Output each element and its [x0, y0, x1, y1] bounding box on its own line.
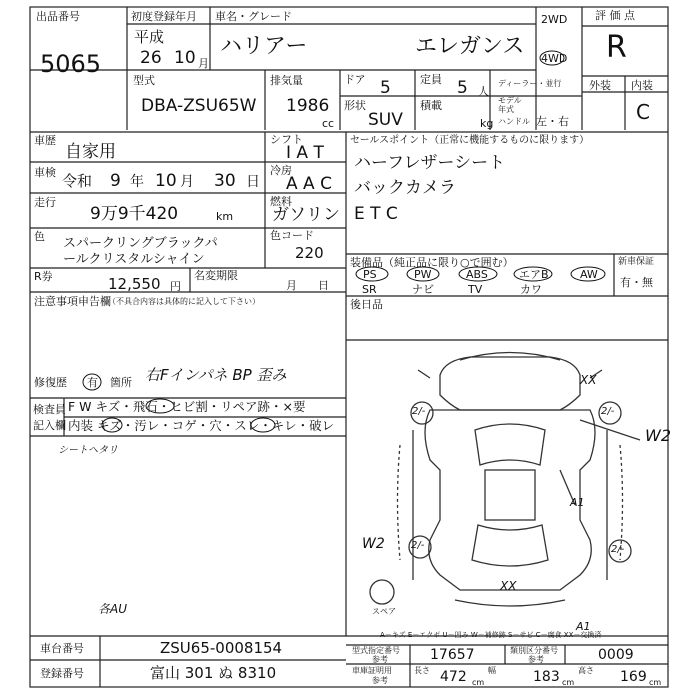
load-label: 積載 — [420, 99, 442, 112]
transfer-label: 名変期限 — [194, 269, 238, 282]
notes-label: 注意事項申告欄 — [34, 295, 111, 308]
reg-month: 10 — [174, 48, 196, 68]
car-name: ハリアー — [220, 34, 308, 59]
shape-value: SUV — [368, 110, 403, 130]
transfer-month-unit: 月 — [286, 279, 297, 292]
check-row1: F W キズ・飛石・ヒビ割・リペア跡・×要 — [68, 399, 306, 414]
color-code-label: 色コード — [270, 229, 314, 242]
mileage-label: 走行 — [34, 196, 56, 209]
repair-label: 修復歴 — [34, 376, 67, 389]
recycle-unit: 円 — [170, 280, 181, 293]
check-label1: 検査員 — [33, 403, 66, 416]
spare-label: スペア — [372, 607, 396, 616]
equip-abs: ABS — [466, 268, 488, 281]
class-num-value: 0009 — [598, 647, 634, 663]
eval-label: 評 価 点 — [595, 9, 635, 22]
color-label: 色 — [34, 230, 45, 243]
displacement-value: 1986 — [286, 96, 330, 116]
fuel-value: ガソリン — [272, 205, 340, 225]
exterior-label: 外装 — [589, 79, 611, 92]
mileage-value: 9万9千420 — [90, 204, 179, 224]
color-line1: スパークリングブラックパ — [63, 236, 218, 251]
reg-era: 平成 — [134, 28, 165, 46]
class-num-label1: 類別区分番号 — [510, 646, 558, 655]
mark-scratch-fr: 2/- — [601, 406, 615, 417]
eval-score: R — [606, 30, 627, 65]
equip-pw: PW — [414, 268, 432, 281]
car-label: 車名・グレード — [215, 10, 292, 23]
dims-label1: 車庫証明用 — [352, 666, 392, 675]
mark-scratch-fl: 2/- — [412, 406, 426, 417]
check-row2: 内装 キズ・汚レ・コゲ・穴・スレ・キレ・破レ — [68, 418, 335, 433]
color-code-value: 220 — [295, 244, 324, 262]
inspection-year: 9 — [110, 171, 121, 191]
notes-sub: （不具合内容は具体的に記入して下さい） — [108, 297, 260, 306]
mark-xx-top: XX — [580, 373, 597, 387]
model-label: 型式 — [133, 74, 155, 87]
check-label2: 記入欄 — [33, 419, 66, 432]
hei-value: 169 — [620, 669, 647, 685]
shape-label: 形状 — [344, 99, 366, 112]
shift-label: シフト — [270, 133, 303, 146]
mark-w2-right: W2 — [645, 426, 671, 445]
load-unit: kg — [480, 117, 494, 130]
mark-xx-bottom: XX — [500, 579, 517, 593]
interior-score: C — [636, 100, 650, 124]
recycle-label: R券 — [34, 270, 53, 283]
capacity-value: 5 — [457, 78, 468, 98]
bottom-note: 各AU — [98, 602, 127, 616]
type-num-value: 17657 — [430, 647, 475, 663]
interior-label: 内装 — [631, 79, 653, 92]
recycle-value: 12,550 — [108, 275, 161, 293]
mark-a1-upper: A1 — [570, 496, 585, 509]
lot-number: 5065 — [40, 50, 102, 78]
wid-value: 183 — [533, 669, 560, 685]
lot-label: 出品番号 — [36, 10, 80, 23]
reg-date-label: 初度登録年月 — [131, 10, 197, 23]
hei-unit: cm — [649, 678, 662, 687]
history-label: 車歴 — [34, 134, 56, 147]
len-label: 長さ — [414, 666, 430, 675]
type-num-label2: 参考 — [372, 655, 388, 664]
mark-scratch-rr: 2/- — [611, 544, 625, 555]
aircon-value: A A C — [286, 174, 332, 194]
model-year-label1: モデル — [498, 96, 522, 105]
legend: A－キズ E－エクボ U－凹み W－補修跡 S－サビ C－腐食 XX－交換済 — [380, 631, 602, 639]
inspection-year-unit: 年 — [130, 174, 144, 190]
equip-airbag: エアB — [519, 268, 549, 281]
color-line2: ールクリスタルシャイン — [63, 252, 205, 267]
handle-value: 左・右 — [536, 115, 569, 128]
transfer-day-unit: 日 — [318, 279, 329, 292]
dealer-label: ディーラー・並行 — [498, 79, 562, 88]
inspection-month-unit: 月 — [180, 174, 194, 190]
equip-aw: AW — [580, 268, 598, 281]
inspection-day-unit: 日 — [246, 174, 260, 190]
reg-month-unit: 月 — [198, 57, 209, 70]
handle-label: ハンドル — [498, 117, 530, 126]
class-num-label2: 参考 — [528, 655, 544, 664]
equip-navi: ナビ — [412, 283, 434, 296]
mark-w2-left: W2 — [362, 536, 385, 552]
sales-label: セールスポイント（正常に機能するものに限ります） — [350, 135, 590, 146]
plate-label: 登録番号 — [40, 667, 84, 680]
len-unit: cm — [472, 678, 485, 687]
warranty-value: 有・無 — [620, 276, 653, 289]
repair-pre: 箇所 — [110, 376, 132, 389]
fuel-label: 燃料 — [270, 195, 292, 208]
inspection-label: 車検 — [34, 166, 56, 179]
mark-scratch-rl: 2/- — [411, 540, 425, 551]
shift-value: I A T — [286, 143, 324, 163]
capacity-label: 定員 — [420, 73, 442, 86]
drive-2wd: 2WD — [541, 13, 568, 26]
car-grade: エレガンス — [415, 34, 525, 59]
plate-value: 富山 301 ぬ 8310 — [150, 664, 277, 682]
chassis-value: ZSU65-0008154 — [160, 639, 283, 657]
equip-sr: SR — [362, 283, 377, 296]
wid-label: 幅 — [488, 666, 496, 675]
doors-label: ドア — [344, 73, 366, 86]
displacement-label: 排気量 — [270, 74, 303, 87]
doors-value: 5 — [380, 78, 391, 98]
model-value: DBA-ZSU65W — [141, 96, 257, 116]
len-value: 472 — [440, 669, 467, 685]
inspection-day: 30 — [214, 171, 236, 191]
options-label: 後日品 — [350, 298, 383, 311]
car-diagram — [370, 353, 640, 607]
capacity-unit: 人 — [478, 85, 489, 98]
mark-a1-lower: A1 — [576, 620, 591, 633]
mileage-unit: km — [216, 210, 234, 223]
equipment-label: 装備品（純正品に限り○で囲む） — [350, 256, 514, 269]
equip-ps: PS — [363, 268, 377, 281]
model-year-label2: 年式 — [498, 105, 514, 114]
displacement-unit: cc — [322, 117, 335, 130]
hei-label: 高さ — [578, 666, 594, 675]
chassis-label: 車台番号 — [40, 642, 84, 655]
history-value: 自家用 — [65, 142, 116, 162]
repair-value: 右Fインパネ BP 歪み — [145, 366, 287, 384]
inspection-era: 令和 — [62, 172, 93, 190]
equip-leather: カワ — [520, 283, 542, 296]
sales-item-1: ハーフレザーシート — [354, 153, 506, 173]
dims-label2: 参考 — [372, 676, 388, 685]
sales-item-2: バックカメラ — [354, 178, 456, 198]
inspection-month: 10 — [155, 171, 177, 191]
reg-year: 26 — [140, 48, 162, 68]
aircon-label: 冷房 — [270, 164, 292, 177]
type-num-label1: 型式指定番号 — [352, 646, 400, 655]
drive-4wd: 4WD — [541, 52, 568, 65]
equip-tv: TV — [468, 283, 483, 296]
warranty-label: 新車保証 — [618, 257, 655, 267]
repair-mark: 有 — [87, 376, 98, 389]
inspector-note: シートヘタリ — [58, 445, 118, 456]
sales-item-3: E T C — [354, 204, 398, 224]
wid-unit: cm — [562, 678, 575, 687]
